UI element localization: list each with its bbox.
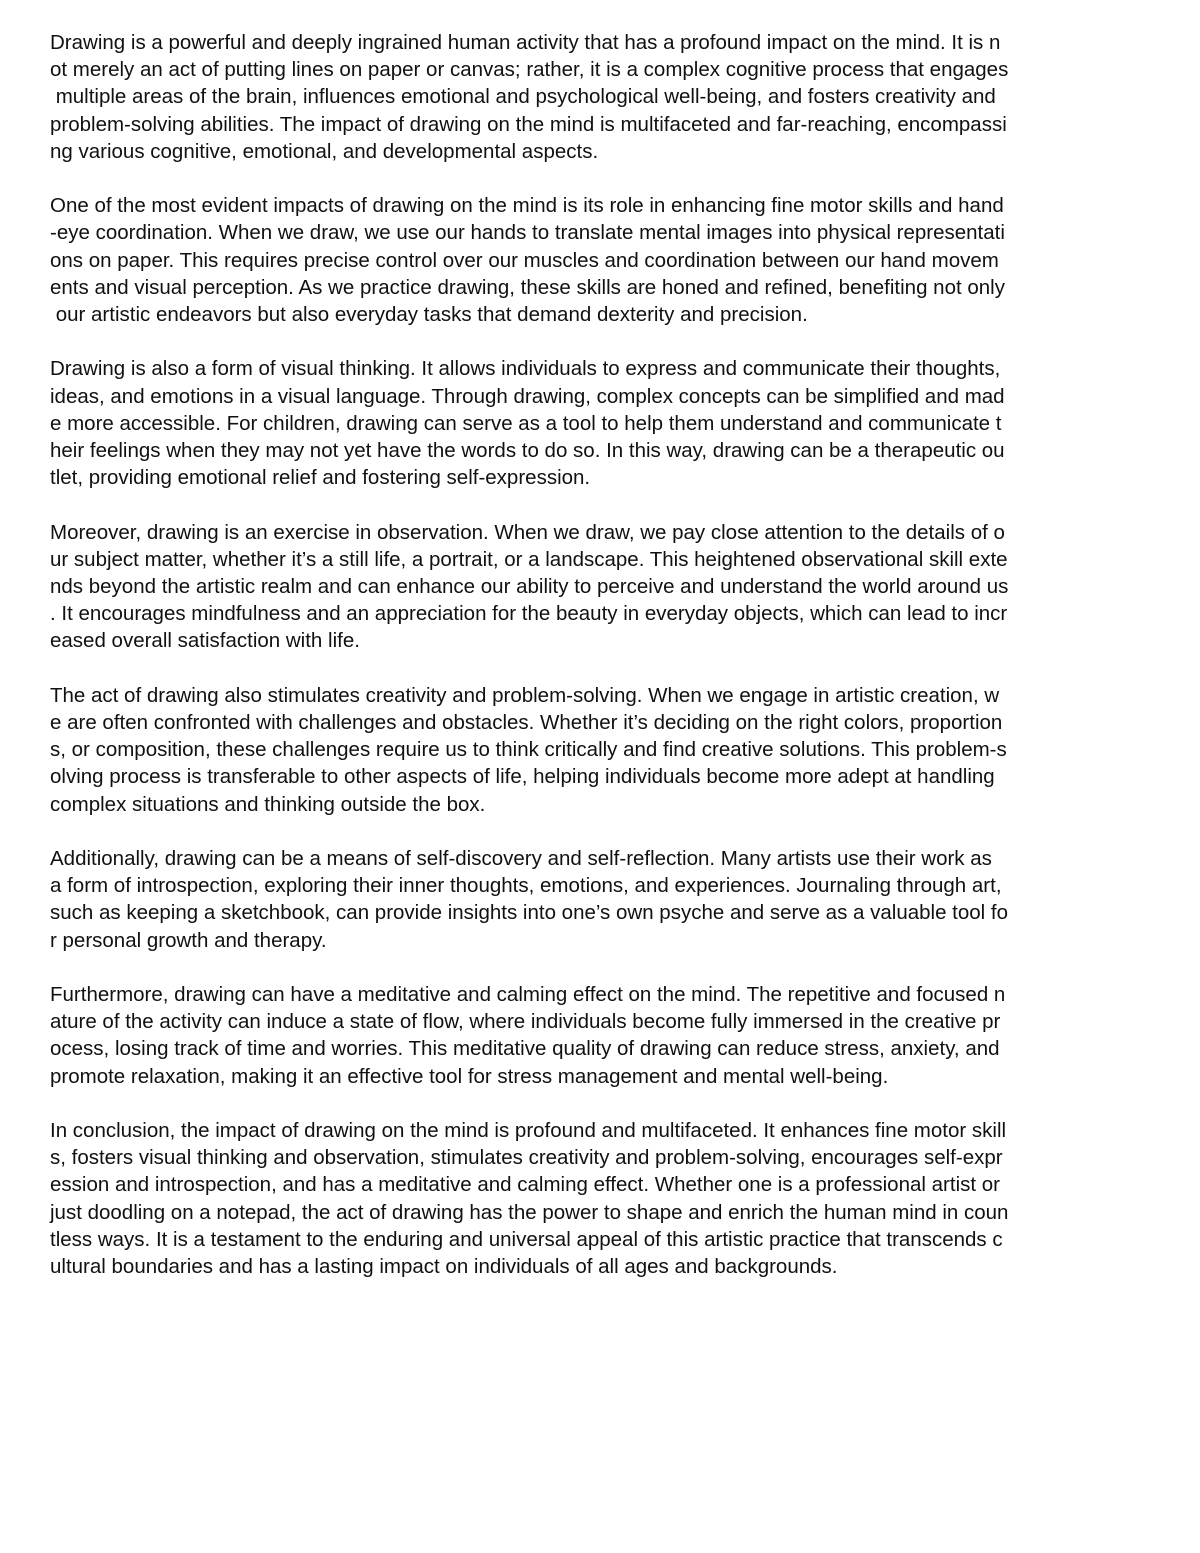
paragraph-observation: [50, 519, 1160, 655]
paragraph-creativity: [50, 682, 1160, 818]
text-line: Moreover, drawing is an exercise in observation. When we draw, we pay close attention to the details of o: [50, 520, 1005, 544]
document-page: [50, 29, 1160, 1307]
text-line: such as keeping a sketchbook, can provide insights into one’s own psyche and serve as a valuable tool fo: [50, 901, 1009, 925]
text-line: our artistic endeavors but also everyday tasks that demand dexterity and precision.: [50, 303, 808, 327]
text-line: ideas, and emotions in a visual language. Through drawing, complex concepts can be simplified and mad: [50, 384, 1005, 408]
paragraph-visual-thinking: [50, 355, 1160, 491]
text-line: ature of the activity can induce a state of flow, where individuals become fully immersed in the creative pr: [50, 1010, 1001, 1034]
text-line: The act of drawing also stimulates creativity and problem-solving. When we engage in artistic creation, w: [50, 683, 1000, 707]
text-line: One of the most evident impacts of drawing on the mind is its role in enhancing fine motor skills and hand: [50, 194, 1004, 218]
text-line: tless ways. It is a testament to the enduring and universal appeal of this artistic practice that transcends c: [50, 1227, 1003, 1251]
paragraph-motor-skills: [50, 192, 1160, 328]
text-line: ur subject matter, whether it’s a still life, a portrait, or a landscape. This heightened observational skill exte: [50, 547, 1008, 571]
text-line: ng various cognitive, emotional, and developmental aspects.: [50, 139, 599, 163]
text-line: tlet, providing emotional relief and fostering self-expression.: [50, 466, 591, 490]
text-line: just doodling on a notepad, the act of drawing has the power to shape and enrich the human mind in coun: [50, 1200, 1009, 1224]
text-line: multiple areas of the brain, influences emotional and psychological well-being, and fosters creativity and: [50, 85, 996, 109]
text-line: e more accessible. For children, drawing can serve as a tool to help them understand and communicate t: [50, 411, 1002, 435]
text-line: ocess, losing track of time and worries. This meditative quality of drawing can reduce stress, anxiety, and: [50, 1037, 1000, 1061]
text-line: ultural boundaries and has a lasting impact on individuals of all ages and backgrounds.: [50, 1255, 838, 1279]
text-line: ot merely an act of putting lines on paper or canvas; rather, it is a complex cognitive process that engages: [50, 58, 1009, 82]
text-line: nds beyond the artistic realm and can enhance our ability to perceive and understand the world around us: [50, 575, 1009, 599]
text-line: ents and visual perception. As we practice drawing, these skills are honed and refined, benefiting not only: [50, 275, 1005, 299]
text-line: Additionally, drawing can be a means of self-discovery and self-reflection. Many artists use their work as: [50, 847, 992, 871]
text-line: a form of introspection, exploring their inner thoughts, emotions, and experiences. Journaling through art,: [50, 874, 1002, 898]
text-line: eased overall satisfaction with life.: [50, 629, 360, 653]
paragraph-conclusion: [50, 1117, 1160, 1280]
text-line: complex situations and thinking outside the box.: [50, 792, 486, 816]
paragraph-meditative-effect: [50, 981, 1160, 1090]
text-line: problem-solving abilities. The impact of drawing on the mind is multifaceted and far-reaching, encompassi: [50, 112, 1007, 136]
text-line: s, fosters visual thinking and observation, stimulates creativity and problem-solving, encourages self-expr: [50, 1146, 1003, 1170]
text-line: ession and introspection, and has a meditative and calming effect. Whether one is a professional artist or: [50, 1173, 1000, 1197]
text-line: . It encourages mindfulness and an appreciation for the beauty in everyday objects, which can lead to incr: [50, 602, 1008, 626]
text-line: -eye coordination. When we draw, we use our hands to translate mental images into physical representati: [50, 221, 1005, 245]
text-line: heir feelings when they may not yet have the words to do so. In this way, drawing can be a therapeutic ou: [50, 439, 1005, 463]
text-line: Furthermore, drawing can have a meditative and calming effect on the mind. The repetitive and focused n: [50, 983, 1006, 1007]
text-line: r personal growth and therapy.: [50, 928, 327, 952]
text-line: ons on paper. This requires precise control over our muscles and coordination between our hand movem: [50, 248, 999, 272]
text-line: s, or composition, these challenges require us to think critically and find creative solutions. This problem-s: [50, 738, 1007, 762]
text-line: promote relaxation, making it an effective tool for stress management and mental well-being.: [50, 1064, 889, 1088]
text-line: Drawing is a powerful and deeply ingrained human activity that has a profound impact on the mind. It is n: [50, 31, 1001, 54]
text-line: e are often confronted with challenges and obstacles. Whether it’s deciding on the right colors, proportion: [50, 711, 1003, 735]
text-line: Drawing is also a form of visual thinking. It allows individuals to express and communicate their thoughts,: [50, 357, 1001, 381]
text-line: In conclusion, the impact of drawing on the mind is profound and multifaceted. It enhances fine motor skill: [50, 1119, 1007, 1143]
paragraph-introduction: [50, 29, 1160, 165]
text-line: olving process is transferable to other aspects of life, helping individuals become more adept at handling: [50, 765, 995, 789]
paragraph-self-discovery: [50, 845, 1160, 954]
